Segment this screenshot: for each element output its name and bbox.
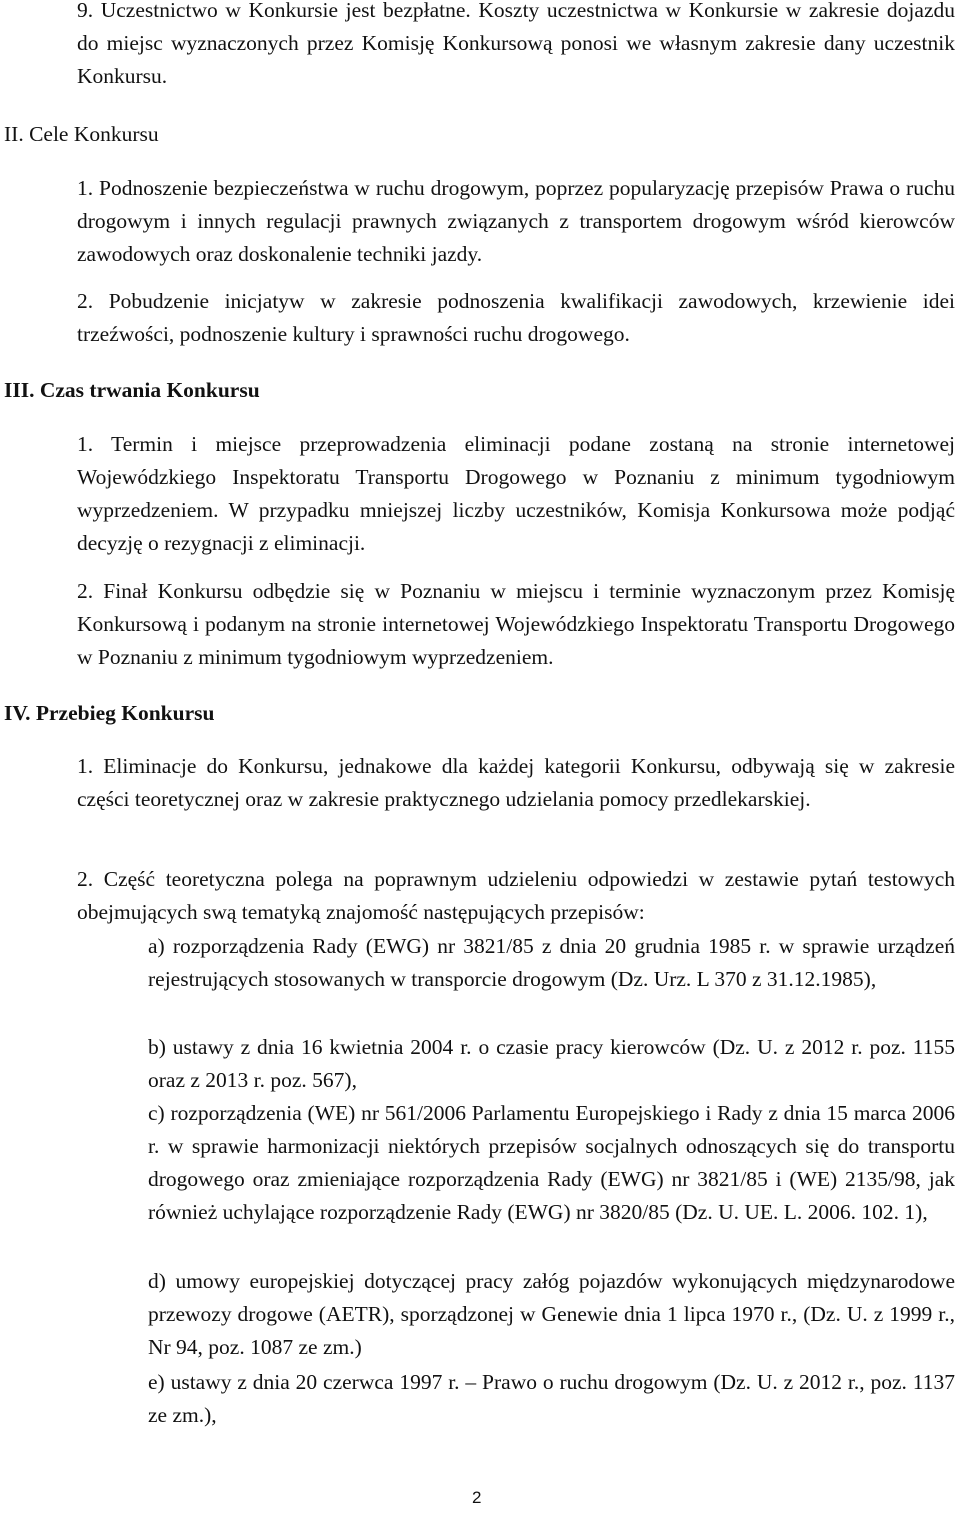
- paragraph-czas-2: 2. Finał Konkursu odbędzie się w Poznaniu w miejscu i terminie wyznaczonym przez Komisję Konkursową i podanym na stronie internetowej Wojewódzkiego Inspektoratu Transportu Drogowego w Poznaniu z minimum tygodniowym wyprzedzeniem.: [77, 579, 955, 669]
- paragraph-przebieg-2: 2. Część teoretyczna polega na poprawnym udzieleniu odpowiedzi w zestawie pytań testowych obejmujących swą tematyką znajomość następujących przepisów:: [77, 867, 955, 924]
- paragraph-cele-1: 1. Podnoszenie bezpieczeństwa w ruchu drogowym, poprzez popularyzację przepisów Prawa o ruchu drogowym i innych regulacji prawnych związanych z transportem drogowym wśród kierowców zawodowych oraz doskonalenie techniki jazdy.: [77, 176, 955, 266]
- paragraph-czas-1: 1. Termin i miejsce przeprowadzenia eliminacji podane zostaną na stronie internetowej Wojewódzkiego Inspektoratu Transportu Drogowego w Poznaniu z minimum tygodniowym wyprzedzeniem. W przypadku mniejszej liczby uczestników, Komisja Konkursowa może podjąć decyzję o rezygnacji z eliminacji.: [77, 432, 955, 555]
- list-item-d: d) umowy europejskiej dotyczącej pracy załóg pojazdów wykonujących międzynarodowe przewozy drogowe (AETR), sporządzonej w Genewie dnia 1 lipca 1970 r., (Dz. U. z 1999 r., Nr 94, poz. 1087 ze zm.): [148, 1269, 955, 1359]
- section-heading-2: II. Cele Konkursu: [4, 122, 159, 146]
- paragraph-przebieg-1: 1. Eliminacje do Konkursu, jednakowe dla każdej kategorii Konkursu, odbywają się w zakresie części teoretycznej oraz w zakresie praktycznego udzielania pomocy przedlekarskiej.: [77, 754, 955, 811]
- list-item-a: a) rozporządzenia Rady (EWG) nr 3821/85 z dnia 20 grudnia 1985 r. w sprawie urządzeń rejestrujących stosowanych w transporcie drogowym (Dz. Urz. L 370 z 31.12.1985),: [148, 934, 955, 991]
- page-number: 2: [472, 1488, 482, 1507]
- section-heading-4: IV. Przebieg Konkursu: [4, 701, 215, 725]
- list-item-b: b) ustawy z dnia 16 kwietnia 2004 r. o czasie pracy kierowców (Dz. U. z 2012 r. poz. 1155 oraz z 2013 r. poz. 567),: [148, 1035, 955, 1092]
- paragraph-cele-2: 2. Pobudzenie inicjatyw w zakresie podnoszenia kwalifikacji zawodowych, krzewienie idei trzeźwości, podnoszenie kultury i sprawności ruchu drogowego.: [77, 289, 955, 346]
- section-heading-3: III. Czas trwania Konkursu: [4, 378, 260, 402]
- list-item-e: e) ustawy z dnia 20 czerwca 1997 r. – Prawo o ruchu drogowym (Dz. U. z 2012 r., poz. 1137 ze zm.),: [148, 1370, 955, 1427]
- list-item-c: c) rozporządzenia (WE) nr 561/2006 Parlamentu Europejskiego i Rady z dnia 15 marca 2006 r. w sprawie harmonizacji niektórych przepisów socjalnych odnoszących się do transportu drogowego oraz zmieniające rozporządzenia Rady (EWG) nr 3821/85 i (WE) 2135/98, jak również uchylające rozporządzenie Rady (EWG) nr 3820/85 (Dz. U. UE. L. 2006. 102. 1),: [148, 1101, 955, 1224]
- paragraph-item-9: 9. Uczestnictwo w Konkursie jest bezpłatne. Koszty uczestnictwa w Konkursie w zakresie dojazdu do miejsc wyznaczonych przez Komisję Konkursową ponosi we własnym zakresie dany uczestnik Konkursu.: [77, 0, 955, 88]
